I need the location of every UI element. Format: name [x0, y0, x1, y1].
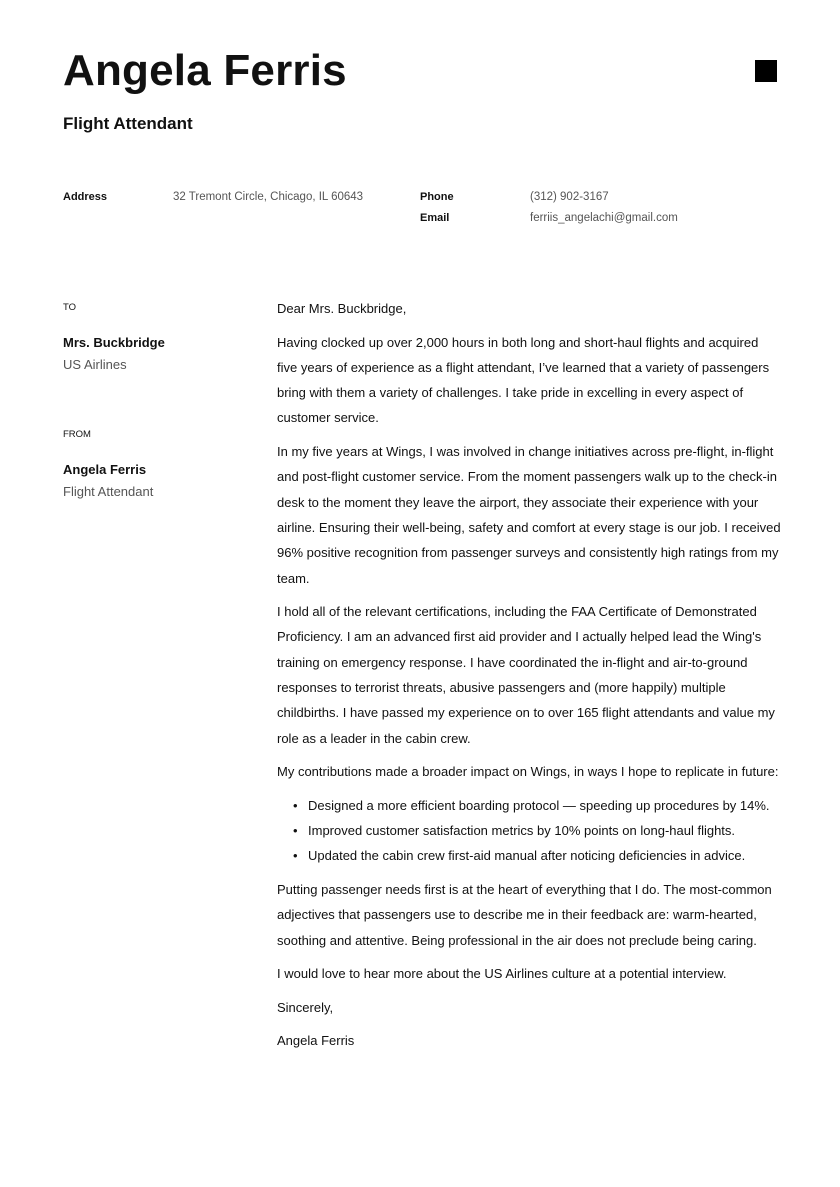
- sender-title: Flight Attendant: [63, 484, 154, 499]
- job-title: Flight Attendant: [63, 114, 193, 133]
- signature: Angela Ferris: [277, 1033, 355, 1049]
- email-label: Email: [420, 212, 450, 224]
- letter-body: [277, 296, 782, 1062]
- paragraph: Putting passenger needs first is at the heart of everything that I do. The most-common adjectives that passengers use to describe me in their feedback are: warm-hearted, soothing and attentive. Being professional in the air does not preclude being caring.: [277, 882, 772, 948]
- address-value: 32 Tremont Circle, Chicago, IL 60643: [173, 191, 364, 203]
- sender-name: Angela Ferris: [63, 462, 147, 477]
- list-item: • Improved customer satisfaction metrics by 10% points on long-haul flights.: [277, 818, 782, 843]
- email-value: ferriis_angelachi@gmail.com: [530, 212, 678, 224]
- phone-label: Phone: [420, 191, 454, 203]
- paragraph: I hold all of the relevant certifications, including the FAA Certificate of Demonstrated Proficiency. I am an advanced first aid provider and I actually helped lead the Wing's training on emergency response. I have coordinated the in-flight and air-to-ground responses to terrorist threats, abusive passengers and (more happily) multiple childbirths. I have passed my experience on to over 165 flight attendants and value my role as a leader in the cabin crew.: [277, 604, 775, 746]
- address-label: Address: [63, 191, 108, 203]
- list-item: • Designed a more efficient boarding protocol — speeding up procedures by 14%.: [277, 793, 782, 818]
- list-item: • Updated the cabin crew first-aid manual after noticing deficiencies in advice.: [277, 843, 782, 868]
- recipient-organization: US Airlines: [63, 357, 127, 372]
- logo-square: [755, 60, 777, 82]
- applicant-name: Angela Ferris: [63, 46, 347, 95]
- paragraph: My contributions made a broader impact on Wings, in ways I hope to replicate in future:: [277, 764, 779, 780]
- phone-value: (312) 902-3167: [530, 191, 609, 203]
- achievements-list: [277, 793, 782, 869]
- greeting: Dear Mrs. Buckbridge,: [277, 301, 407, 316]
- paragraph: Having clocked up over 2,000 hours in both long and short-haul flights and acquired five years of experience as a flight attendant, I’ve learned that a variety of passengers bring with them a variety of challenges. I take pride in excelling in every aspect of customer service.: [277, 334, 770, 426]
- from-label: FROM: [63, 429, 91, 440]
- paragraph: I would love to hear more about the US Airlines culture at a potential interview.: [277, 966, 727, 982]
- to-label: TO: [63, 302, 77, 313]
- signoff: Sincerely,: [277, 999, 334, 1015]
- paragraph: In my five years at Wings, I was involved in change initiatives across pre-flight, in-flight and post-flight customer service. From the moment passengers walk up to the check-in desk to the moment they leave the airport, they associate their experience with your airline. Ensuring their well-being, safety and comfort at every stage is our job. I received 96% positive recognition from passenger surveys and consistently high ratings from my team.: [277, 444, 781, 586]
- recipient-name: Mrs. Buckbridge: [63, 335, 165, 350]
